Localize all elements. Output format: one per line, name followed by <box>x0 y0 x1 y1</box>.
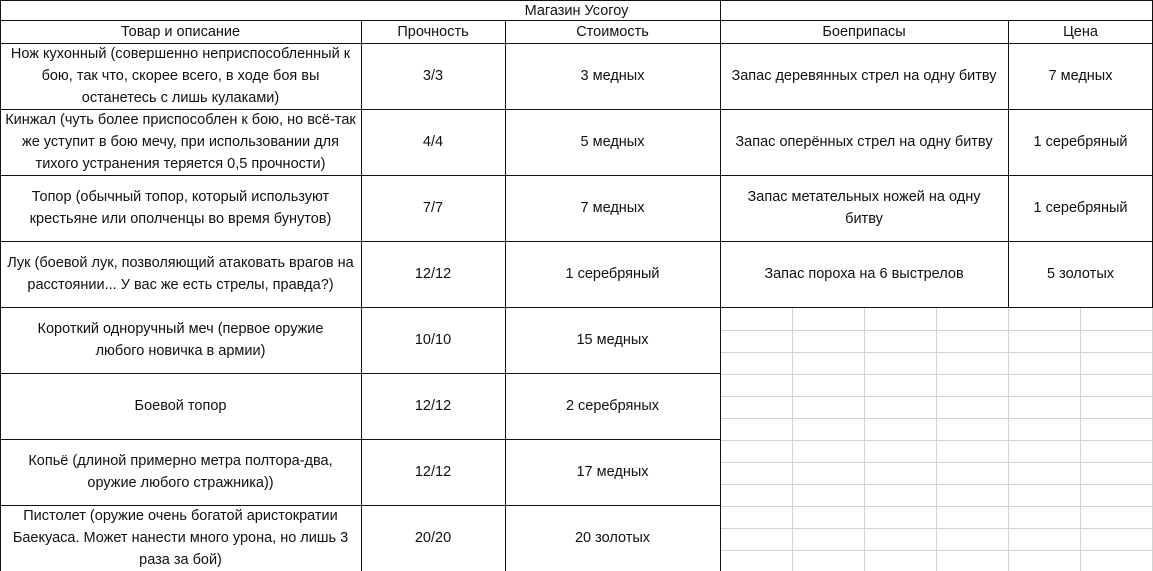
sheet-title-cell[interactable] <box>0 0 1153 21</box>
weapon-cost-cell[interactable] <box>505 307 720 373</box>
weapon-desc: Кинжал (чуть более приспособлен к бою, но всё-так же уступит в бою мечу, при использовании для тихого устранения теряется 0,5 прочности) <box>5 112 356 172</box>
weapon-cost-cell[interactable] <box>505 373 720 439</box>
weapon-desc: Топор (обычный топор, который используют крестьяне или ополченцы во время бунутов) <box>29 189 332 227</box>
weapon-durability: 20/20 <box>414 530 452 546</box>
weapon-durability-cell[interactable] <box>361 373 505 439</box>
weapon-desc: Лук (боевой лук, позволяющий атаковать врагов на расстоянии... У вас же есть стрелы, правда?) <box>7 255 354 293</box>
gridline <box>792 308 793 571</box>
header-item[interactable] <box>0 21 361 43</box>
border-col <box>720 0 721 571</box>
weapon-cost-cell[interactable] <box>505 175 720 241</box>
ammo-price-cell[interactable] <box>1008 43 1153 109</box>
ammo-price-cell[interactable] <box>1008 109 1153 175</box>
weapon-durability-cell[interactable] <box>361 241 505 307</box>
ammo-price: 1 серебряный <box>1033 200 1128 216</box>
header-ammo[interactable] <box>720 21 1008 43</box>
weapon-cost: 15 медных <box>576 332 649 348</box>
ammo-desc-cell[interactable] <box>720 175 1008 241</box>
ammo-price-cell[interactable] <box>1008 175 1153 241</box>
weapon-cost-cell[interactable] <box>505 109 720 175</box>
weapon-durability-cell[interactable] <box>361 43 505 109</box>
weapon-durability: 3/3 <box>422 68 444 84</box>
weapon-durability: 12/12 <box>414 398 452 414</box>
gridline <box>1080 308 1081 571</box>
weapon-cost: 17 медных <box>576 464 649 480</box>
border-row <box>0 109 1153 110</box>
weapon-cost: 2 серебряных <box>565 398 660 414</box>
ammo-price: 5 золотых <box>1046 266 1114 282</box>
ammo-price: 1 серебряный <box>1033 134 1128 150</box>
gridline <box>936 308 937 571</box>
border-row <box>0 175 1153 176</box>
weapon-durability: 4/4 <box>422 134 444 150</box>
weapon-durability-cell[interactable] <box>361 307 505 373</box>
ammo-desc-cell[interactable] <box>720 43 1008 109</box>
weapon-cost-cell[interactable] <box>505 241 720 307</box>
header-durability-label: Прочность <box>397 24 469 40</box>
border-col <box>1008 21 1009 308</box>
header-item-label: Товар и описание <box>120 24 241 40</box>
border-header-bottom <box>0 43 1153 44</box>
border-col <box>361 21 362 571</box>
header-durability[interactable] <box>361 21 505 43</box>
weapon-cost-cell[interactable] <box>505 439 720 505</box>
ammo-price: 7 медных <box>1048 68 1113 84</box>
border-col <box>505 21 506 571</box>
weapon-durability-cell[interactable] <box>361 505 505 571</box>
weapon-desc: Нож кухонный (совершенно неприспособленный к бою, так что, скорее всего, в ходе боя вы останетесь с лишь кулаками) <box>10 46 351 106</box>
weapon-cost: 7 медных <box>580 200 645 216</box>
gridline <box>864 308 865 571</box>
border-row <box>0 307 1153 308</box>
weapon-desc-cell[interactable] <box>0 175 361 241</box>
header-price-label: Цена <box>1063 24 1098 40</box>
ammo-desc: Запас метательных ножей на одну битву <box>747 189 981 227</box>
weapon-durability-cell[interactable] <box>361 175 505 241</box>
weapon-desc-cell[interactable] <box>0 307 361 373</box>
weapon-desc: Пистолет (оружие очень богатой аристократии Баекуаса. Может нанести много урона, но лишь 3 раза за бой) <box>12 508 349 568</box>
header-ammo-label: Боеприпасы <box>822 24 906 40</box>
header-cost[interactable] <box>505 21 720 43</box>
border-title-bottom <box>0 20 1153 21</box>
weapon-cost: 20 золотых <box>574 530 651 546</box>
weapon-desc-cell[interactable] <box>0 439 361 505</box>
weapon-durability: 10/10 <box>414 332 452 348</box>
weapon-cost: 5 медных <box>580 134 645 150</box>
weapon-desc-cell[interactable] <box>0 109 361 175</box>
ammo-desc-cell[interactable] <box>720 109 1008 175</box>
weapon-cost-cell[interactable] <box>505 505 720 571</box>
weapon-cost: 1 серебряный <box>565 266 660 282</box>
header-cost-label: Стоимость <box>576 24 649 40</box>
weapon-durability: 12/12 <box>414 266 452 282</box>
weapon-cost: 3 медных <box>580 68 645 84</box>
header-price[interactable] <box>1008 21 1153 43</box>
weapon-desc-cell[interactable] <box>0 373 361 439</box>
weapon-desc: Короткий одноручный меч (первое оружие любого новичка в армии) <box>37 321 324 359</box>
ammo-desc: Запас пороха на 6 выстрелов <box>764 266 964 282</box>
ammo-price-cell[interactable] <box>1008 241 1153 307</box>
sheet-title: Магазин Усогоу <box>524 2 629 19</box>
weapon-desc-cell[interactable] <box>0 505 361 571</box>
ammo-desc: Запас деревянных стрел на одну битву <box>731 68 997 84</box>
weapon-desc-cell[interactable] <box>0 43 361 109</box>
weapon-durability: 12/12 <box>414 464 452 480</box>
weapon-cost-cell[interactable] <box>505 43 720 109</box>
border-top <box>0 0 1153 1</box>
border-left <box>0 0 1 571</box>
weapon-desc: Копьё (длиной примерно метра полтора-два, оружие любого стражника)) <box>28 453 333 491</box>
gridline <box>1008 308 1009 571</box>
ammo-desc-cell[interactable] <box>720 241 1008 307</box>
weapon-desc-cell[interactable] <box>0 241 361 307</box>
ammo-desc: Запас оперённых стрел на одну битву <box>735 134 993 150</box>
weapon-durability-cell[interactable] <box>361 439 505 505</box>
border-row <box>0 241 1153 242</box>
weapon-desc: Боевой топор <box>134 398 227 414</box>
weapon-durability-cell[interactable] <box>361 109 505 175</box>
weapon-durability: 7/7 <box>422 200 444 216</box>
